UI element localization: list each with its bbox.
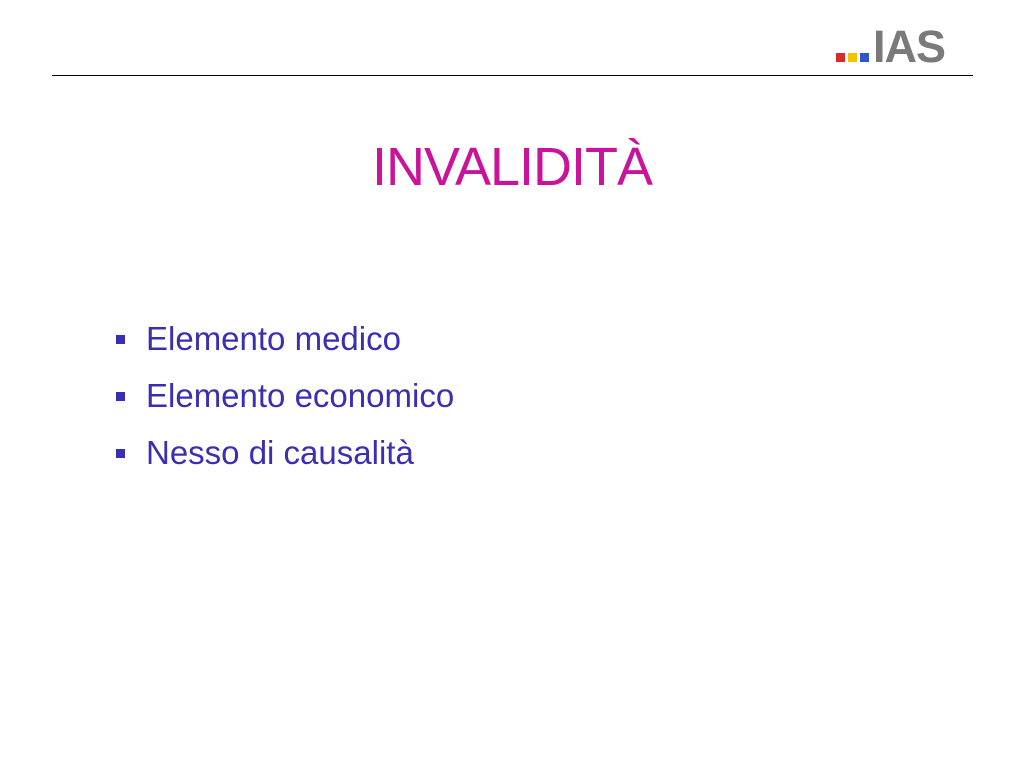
bullet-item — [116, 310, 454, 367]
logo-squares — [836, 53, 869, 62]
square-bullet-icon — [116, 449, 125, 458]
bullet-text: Elemento economico — [146, 376, 455, 414]
logo-square-yellow — [848, 53, 857, 62]
bullet-list — [116, 310, 454, 481]
logo-square-red — [836, 53, 845, 62]
slide-title: INVALIDITÀ — [371, 137, 653, 197]
bullet-text: Nesso di causalità — [146, 433, 414, 471]
bullet-item — [116, 424, 454, 481]
header-divider — [52, 75, 973, 76]
square-bullet-icon — [116, 392, 125, 401]
square-bullet-icon — [116, 335, 125, 344]
logo-text: IAS — [873, 21, 946, 72]
bullet-text: Elemento medico — [146, 319, 401, 357]
bullet-item — [116, 367, 454, 424]
ias-logo — [836, 21, 946, 72]
logo-square-blue — [860, 53, 869, 62]
